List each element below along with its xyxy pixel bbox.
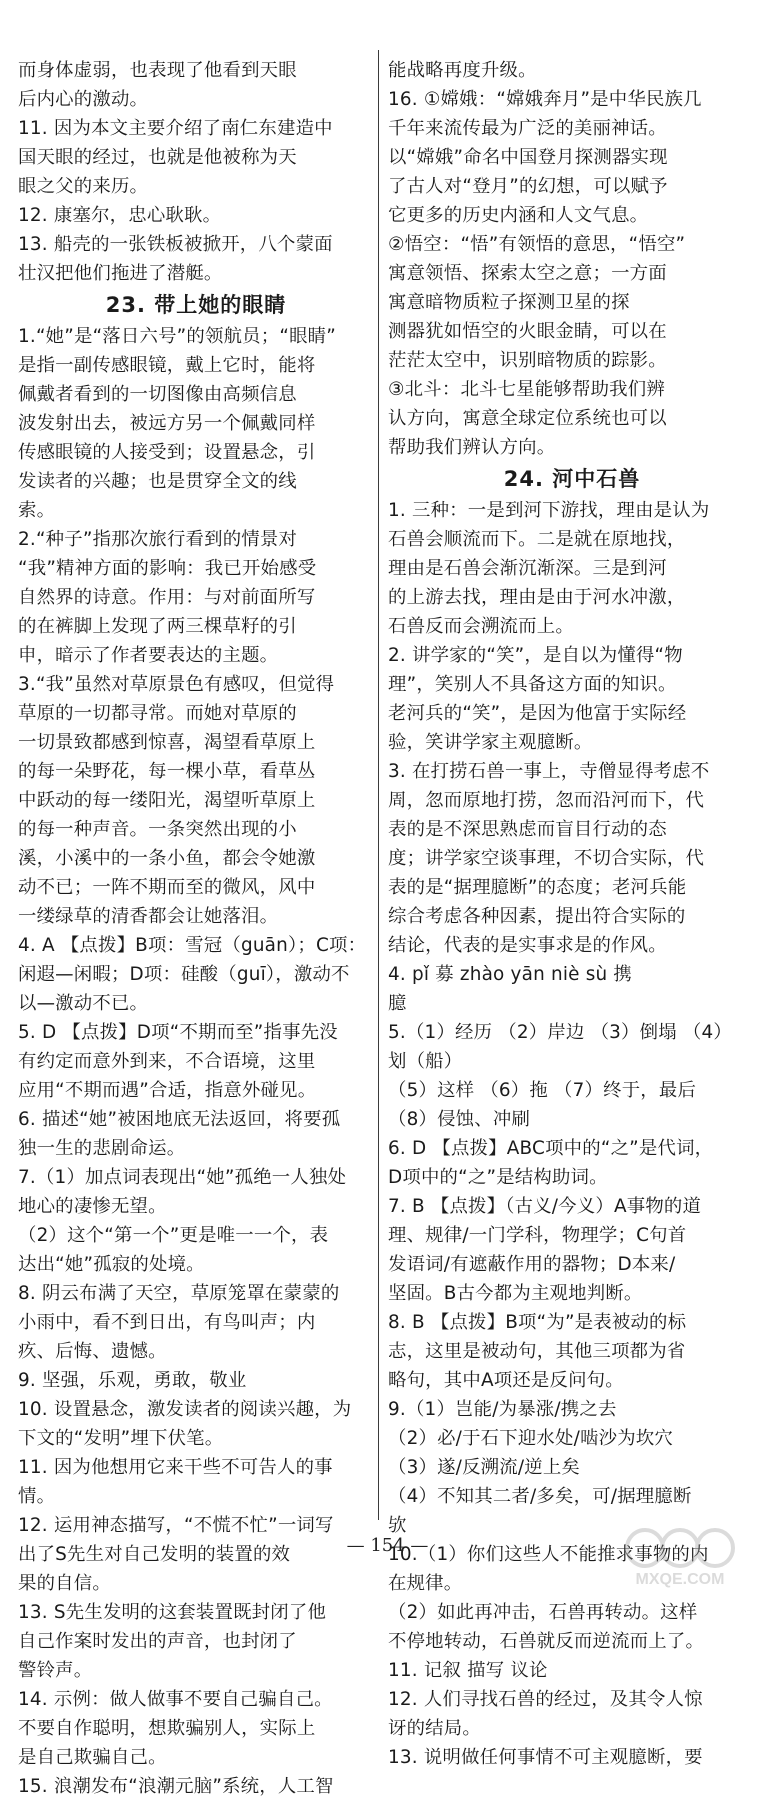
answer-line: 2.“种子”指那次旅行看到的情景对: [18, 529, 298, 550]
answer-line: 石兽会顺流而下。二是就在原地找，: [388, 529, 686, 550]
answer-line: 9.（1）岂能/为暴涨/携之去: [388, 1399, 617, 1420]
answer-line: 自己作案时发出的声音，也封闭了: [18, 1631, 297, 1652]
answer-line: 臆: [388, 993, 407, 1014]
answer-line: 测器犹如悟空的火眼金睛，可以在: [388, 321, 667, 342]
answer-line: 壮汉把他们拖进了潜艇。: [18, 263, 223, 284]
answer-line: 了古人对“登月”的幻想，可以赋予: [388, 176, 668, 197]
answer-line: 的每一种声音。一条突然出现的小: [18, 819, 297, 840]
answer-line: 1. 三种：一是到河下游找，理由是认为: [388, 500, 710, 521]
answer-line: 是自己欺骗自己。: [18, 1747, 167, 1768]
answer-line: 以—激动不已。: [18, 993, 149, 1014]
answer-line: D项中的“之”是结构助词。: [388, 1167, 608, 1188]
answer-line: 茫茫太空中，识别暗物质的踪影。: [388, 350, 667, 371]
answer-line: 老河兵的“笑”，是因为他富于实际经: [388, 703, 687, 724]
answer-line: 申，暗示了作者要表达的主题。: [18, 645, 279, 666]
answer-line: 验，笑讲学家主观臆断。: [388, 732, 593, 753]
answer-line: 认方向，寓意全球定位系统也可以: [388, 408, 667, 429]
answer-line: 9. 坚强，乐观，勇敢，敬业: [18, 1370, 247, 1391]
answer-line: 13. 说明做任何事情不可主观臆断，要: [388, 1747, 703, 1768]
answer-line: 应用“不期而遇”合适，指意外碰见。: [18, 1080, 317, 1101]
answer-line: 动不已；一阵不期而至的微风，风中: [18, 877, 316, 898]
answer-line: 结论，代表的是实事求是的作风。: [388, 935, 667, 956]
answer-line: （2）如此再冲击，石兽再转动。这样: [388, 1602, 698, 1623]
answer-line: ②悟空：“悟”有领悟的意思，“悟空”: [388, 234, 686, 255]
answer-line: 自然界的诗意。作用：与对前面所写: [18, 587, 316, 608]
answer-line: 帮助我们辨认方向。: [388, 437, 556, 458]
answer-line: 警铃声。: [18, 1660, 93, 1681]
answer-line: 度；讲学家空谈事理，不切合实际，代: [388, 848, 705, 869]
answer-line: 综合考虑各种因素，提出符合实际的: [388, 906, 686, 927]
answer-line: 佩戴者看到的一切图像由高频信息: [18, 384, 297, 405]
answer-line: （2）必/于石下迎水处/啮沙为坎穴: [388, 1428, 673, 1449]
answer-line: 达出“她”孤寂的处境。: [18, 1254, 205, 1275]
answer-line: 疚、后悔、遗憾。: [18, 1341, 167, 1362]
answer-line: 理由是石兽会渐沉渐深。三是到河: [388, 558, 667, 579]
answer-line: 寓意暗物质粒子探测卫星的探: [388, 292, 630, 313]
answer-line: 7.（1）加点词表现出“她”孤绝一人独处: [18, 1167, 347, 1188]
answer-line: 不停地转动，石兽就反而逆流而上了。: [388, 1631, 705, 1652]
answer-line: 讶的结局。: [388, 1718, 481, 1739]
answer-line: 理”，笑别人不具备这方面的知识。: [388, 674, 677, 695]
answer-line: 溪，小溪中的一条小鱼，都会令她激: [18, 848, 316, 869]
answer-line: 3. 在打捞石兽一事上，寺僧显得考虑不: [388, 761, 710, 782]
answer-line: 15. 浪潮发布“浪潮元脑”系统，人工智: [18, 1776, 334, 1797]
answer-line: 眼之父的来历。: [18, 176, 149, 197]
answer-line: 5. D 【点拨】D项“不期而至”指事先没: [18, 1022, 338, 1043]
answer-line: 不要自作聪明，想欺骗别人，实际上: [18, 1718, 316, 1739]
answer-line: （3）遂/反溯流/逆上矣: [388, 1457, 581, 1478]
answer-line: 在规律。: [388, 1573, 463, 1594]
answer-line: 4. pǐ 募 zhào yān niè sù 携: [388, 964, 632, 985]
answer-line: 5.（1）经历 （2）岸边 （3）倒塌 （4）: [388, 1022, 732, 1043]
watermark-logo: [605, 1524, 755, 1590]
answer-line: 的上游去找，理由是由于河水冲激，: [388, 587, 686, 608]
section-heading: 23. 带上她的眼睛: [105, 293, 287, 317]
answer-line: 独一生的悲剧命运。: [18, 1138, 186, 1159]
answer-line: 而身体虚弱，也表现了他看到天眼: [18, 60, 297, 81]
answer-line: 中跃动的每一缕阳光，渴望听草原上: [18, 790, 316, 811]
answer-line: 8. B 【点拨】B项“为”是表被动的标: [388, 1312, 687, 1333]
answer-line: 7. B 【点拨】（古义/今义）A事物的道: [388, 1196, 702, 1217]
answer-line: 1.“她”是“落日六号”的领航员；“眼睛”: [18, 326, 336, 347]
answer-line: 一切景致都感到惊喜，渴望看草原上: [18, 732, 316, 753]
answer-line: 后内心的激动。: [18, 89, 149, 110]
answer-line: 它更多的历史内涵和人文气息。: [388, 205, 649, 226]
answer-line: 寓意领悟、探索太空之意；一方面: [388, 263, 667, 284]
answer-line: 12. 运用神态描写，“不慌不忙”一词写: [18, 1515, 334, 1536]
answer-line: 国天眼的经过，也就是他被称为天: [18, 147, 297, 168]
answer-line: 10. 设置悬念，激发读者的阅读兴趣，为: [18, 1399, 352, 1420]
answer-line: 16. ①嫦娥：“嫦娥奔月”是中华民族几: [388, 89, 702, 110]
answer-line: 表的是不深思熟虑而盲目行动的态: [388, 819, 667, 840]
answer-line: 情。: [18, 1486, 56, 1507]
section-heading: 24. 河中石兽: [503, 467, 641, 491]
answer-line: 3.“我”虽然对草原景色有感叹，但觉得: [18, 674, 335, 695]
answer-line: 有约定而意外到来，不合语境，这里: [18, 1051, 316, 1072]
answer-line: 地心的凄惨无望。: [18, 1196, 167, 1217]
page-number: — 154 —: [346, 1535, 429, 1556]
answer-line: 千年来流传最为广泛的美丽神话。: [388, 118, 667, 139]
answer-line: 6. 描述“她”被困地底无法返回，将要孤: [18, 1109, 341, 1130]
answer-line: 欤: [388, 1515, 407, 1536]
answer-line: 周，忽而原地打捞，忽而沿河而下，代: [388, 790, 705, 811]
answer-line: （8）侵蚀、冲刷: [388, 1109, 531, 1130]
answer-line: 发读者的兴趣；也是贯穿全文的线: [18, 471, 297, 492]
answer-line: 10.（1）你们这些人不能推求事物的内: [388, 1544, 709, 1565]
answer-line: 一缕绿草的清香都会让她落泪。: [18, 906, 279, 927]
answer-line: 14. 示例：做人做事不要自己骗自己。: [18, 1689, 333, 1710]
answer-line: 果的自信。: [18, 1573, 111, 1594]
answer-line: 石兽反而会溯流而上。: [388, 616, 574, 637]
answer-line: 以“嫦娥”命名中国登月探测器实现: [388, 147, 668, 168]
answer-line: （5）这样 （6）拖 （7）终于，最后: [388, 1080, 697, 1101]
answer-line: 索。: [18, 500, 56, 521]
answer-line: 4. A 【点拨】B项：雪冠（guān）；C项：: [18, 935, 367, 956]
left-column: [18, 56, 374, 1797]
answer-line: 12. 康塞尔，忠心耿耿。: [18, 205, 222, 226]
answer-line: 的在裤脚上发现了两三棵草籽的引: [18, 616, 297, 637]
answer-line: 的每一朵野花，每一棵小草，看草丛: [18, 761, 316, 782]
watermark-text: MXQE.COM: [635, 1571, 725, 1588]
answer-line: （2）这个“第一个”更是唯一一个，表: [18, 1225, 329, 1246]
answer-line: 划（船）: [388, 1051, 463, 1072]
answer-line: 草原的一切都寻常。而她对草原的: [18, 703, 297, 724]
answer-line: 是指一副传感眼镜，戴上它时，能将: [18, 355, 316, 376]
answer-line: 8. 阴云布满了天空，草原笼罩在蒙蒙的: [18, 1283, 340, 1304]
answer-line: 11. 因为本文主要介绍了南仁东建造中: [18, 118, 333, 139]
answer-line: 表的是“据理臆断”的态度；老河兵能: [388, 877, 687, 898]
answer-line: 理、规律/一门学科，物理学；C句首: [388, 1225, 687, 1246]
answer-line: 出了S先生对自己发明的装置的效: [18, 1544, 291, 1565]
answer-line: （4）不知其二者/多矣，可/据理臆断: [388, 1486, 692, 1507]
answer-line: 11. 因为他想用它来干些不可告人的事: [18, 1457, 333, 1478]
answer-line: 小雨中，看不到日出，有鸟叫声；内: [18, 1312, 316, 1333]
answer-line: 6. D 【点拨】ABC项中的“之”是代词，: [388, 1138, 714, 1159]
column-divider: [378, 50, 379, 1520]
answer-line: 发语词/有遮蔽作用的器物；D本来/: [388, 1254, 676, 1275]
answer-line: 2. 讲学家的“笑”，是自以为懂得“物: [388, 645, 683, 666]
answer-line: 传感眼镜的人接受到；设置悬念，引: [18, 442, 316, 463]
answer-line: ③北斗：北斗七星能够帮助我们辨: [388, 379, 665, 400]
answer-line: 11. 记叙 描写 议论: [388, 1660, 548, 1681]
answer-line: 坚固。B古今都为主观地判断。: [388, 1283, 643, 1304]
answer-line: 志，这里是被动句，其他三项都为省: [388, 1341, 686, 1362]
answer-line: 12. 人们寻找石兽的经过，及其令人惊: [388, 1689, 703, 1710]
answer-line: 下文的“发明”埋下伏笔。: [18, 1428, 224, 1449]
answer-line: “我”精神方面的影响：我已开始感受: [18, 558, 317, 579]
answer-line: 能战略再度升级。: [388, 60, 537, 81]
answer-line: 13. S先生发明的这套装置既封闭了他: [18, 1602, 327, 1623]
answer-line: 波发射出去，被远方另一个佩戴同样: [18, 413, 316, 434]
answer-line: 闲遐—闲暇；D项：硅酸（guī），激动不: [18, 964, 350, 985]
answer-line: 略句，其中A项还是反问句。: [388, 1370, 624, 1391]
answer-line: 13. 船壳的一张铁板被掀开，八个蒙面: [18, 234, 333, 255]
